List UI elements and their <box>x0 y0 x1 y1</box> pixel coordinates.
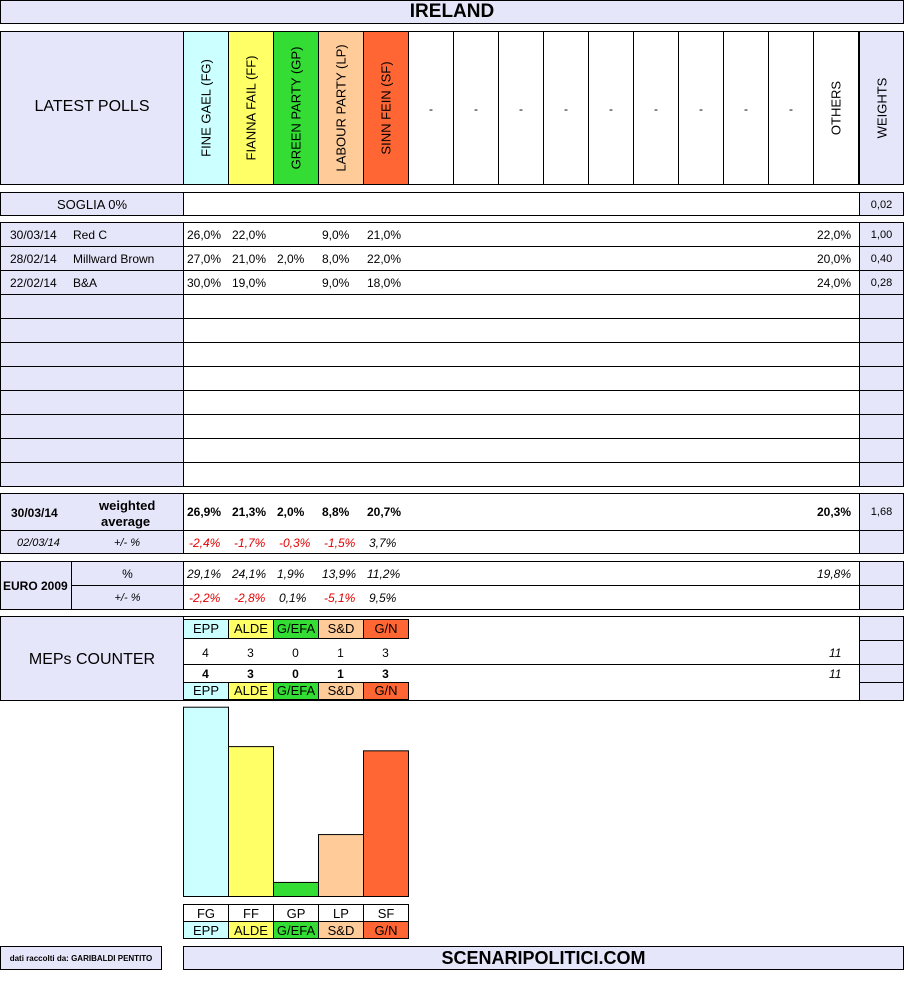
blank-header-label: - <box>789 102 793 116</box>
meps-weights-area <box>859 616 904 701</box>
footer-credit-cell <box>0 946 162 970</box>
poll-value: 9,0% <box>322 276 350 290</box>
euro2009-delta: 9,5% <box>369 591 397 605</box>
party-header-3 <box>318 31 364 185</box>
chart-group-label: EPP <box>183 921 229 939</box>
poll-value: 22,0% <box>367 252 402 266</box>
row-divider <box>0 270 904 271</box>
meps-row1-total: 11 <box>829 646 842 660</box>
poll-value: 21,0% <box>232 252 267 266</box>
row-divider <box>0 294 904 295</box>
meps-group-bottom: EPP <box>183 682 229 700</box>
meps-row1-value: 3 <box>382 646 389 660</box>
chart-group-label: S&D <box>318 921 364 939</box>
chart-category-label: GP <box>273 904 319 922</box>
weighted-value: 20,7% <box>367 505 402 519</box>
weighted-date: 30/03/14 <box>11 506 58 520</box>
meps-row2-value: 3 <box>247 667 254 681</box>
weighted-others: 20,3% <box>817 505 852 519</box>
poll-others: 22,0% <box>817 228 852 242</box>
poll-date: 30/03/14 <box>10 228 57 242</box>
weighted-delta: -0,3% <box>279 536 311 550</box>
meps-group-bottom: G/EFA <box>273 682 319 700</box>
euro2009-delta: -2,8% <box>234 591 266 605</box>
weighted-delta: -2,4% <box>189 536 221 550</box>
poll-value: 8,0% <box>322 252 350 266</box>
meps-row1-value: 4 <box>202 646 209 660</box>
meps-group-top: G/N <box>363 619 409 639</box>
poll-value: 21,0% <box>367 228 402 242</box>
blank-header-label: - <box>699 102 703 116</box>
weighted-value: 2,0% <box>277 505 305 519</box>
page-title: IRELAND <box>0 0 904 24</box>
bar-FG <box>184 707 229 896</box>
poll-value: 30,0% <box>187 276 222 290</box>
euro2009-value: 13,9% <box>322 567 357 581</box>
blank-header-2 <box>498 31 544 185</box>
soglia-weight: 0,02 <box>870 199 893 211</box>
poll-source: B&A <box>73 276 98 290</box>
weighted-label-line2: average <box>101 514 151 529</box>
blank-header-label: - <box>474 102 478 116</box>
poll-date: 22/02/14 <box>10 276 57 290</box>
weighted-label-cell <box>0 493 184 531</box>
bar-LP <box>319 835 364 897</box>
poll-weight: 0,28 <box>870 277 893 289</box>
weighted-weight: 1,68 <box>870 506 893 518</box>
meps-row2-value: 4 <box>202 667 209 681</box>
weighted-delta: -1,5% <box>324 536 356 550</box>
chart-category-label: FG <box>183 904 229 922</box>
poll-source: Red C <box>73 228 108 242</box>
blank-header-label: - <box>609 102 613 116</box>
weights-label: WEIGHTS <box>874 77 889 139</box>
euro2009-value: 29,1% <box>187 567 222 581</box>
footer-site: SCENARIPOLITICI.COM <box>441 948 646 968</box>
euro2009-label: EURO 2009 <box>3 579 68 593</box>
weighted-value: 21,3% <box>232 505 267 519</box>
party-header-0 <box>183 31 229 185</box>
soglia-weight-cell <box>859 192 904 216</box>
weighted-delta: -1,7% <box>234 536 266 550</box>
euro2009-delta: 0,1% <box>279 591 307 605</box>
delta-date: 02/03/14 <box>17 537 60 549</box>
meps-weight-divider <box>859 682 904 683</box>
meps-group-top: G/EFA <box>273 619 319 639</box>
party-header-2 <box>273 31 319 185</box>
row-divider <box>0 366 904 367</box>
party-header-label: LABOUR PARTY (LP) <box>333 44 349 172</box>
soglia-label: SOGLIA 0% <box>56 197 128 212</box>
euro2009-value: 11,2% <box>367 567 401 581</box>
row-divider <box>0 414 904 415</box>
euro2009-weight-cell-2 <box>859 585 904 610</box>
soglia-label-cell <box>0 192 184 216</box>
meps-group-bottom: G/N <box>363 682 409 700</box>
party-header-1 <box>228 31 274 185</box>
row-divider <box>0 462 904 463</box>
poll-value: 26,0% <box>187 228 222 242</box>
row-divider <box>0 390 904 391</box>
chart-group-label: G/N <box>363 921 409 939</box>
row-divider <box>0 318 904 319</box>
weighted-weight-cell <box>859 493 904 531</box>
blank-header-label: - <box>429 102 433 116</box>
seats-bar-chart <box>0 700 908 900</box>
meps-group-bottom: S&D <box>318 682 364 700</box>
blank-header-4 <box>588 31 634 185</box>
bar-GP <box>274 882 319 896</box>
row-divider <box>0 438 904 439</box>
meps-row2-value: 1 <box>337 667 344 681</box>
chart-category-label: LP <box>318 904 364 922</box>
others-header <box>813 31 859 185</box>
party-header-label: GREEN PARTY (GP) <box>288 46 304 170</box>
blank-header-6 <box>678 31 724 185</box>
blank-header-8 <box>768 31 814 185</box>
others-label: OTHERS <box>828 80 844 136</box>
euro2009-label-cell <box>0 561 72 610</box>
row-divider <box>0 246 904 247</box>
weighted-delta: 3,7% <box>369 536 397 550</box>
row-divider <box>0 342 904 343</box>
blank-header-3 <box>543 31 589 185</box>
bar-FF <box>229 747 274 897</box>
euro2009-weight-cell <box>859 561 904 586</box>
meps-row1-value: 0 <box>292 646 299 660</box>
poll-value: 18,0% <box>367 276 402 290</box>
meps-label-cell <box>0 616 184 701</box>
euro2009-delta: -2,2% <box>189 591 221 605</box>
euro2009-value: 1,9% <box>277 567 305 581</box>
weights-header <box>859 31 904 185</box>
delta-label-cell <box>0 530 184 554</box>
euro2009-delta: -5,1% <box>324 591 356 605</box>
meps-row-divider <box>183 664 860 665</box>
euro2009-pct-label: % <box>122 567 133 581</box>
euro2009-delta-label-cell <box>71 585 184 610</box>
chart-group-label: ALDE <box>228 921 274 939</box>
poll-others: 20,0% <box>817 252 852 266</box>
poll-date: 28/02/14 <box>10 252 57 266</box>
bar-SF <box>364 751 409 897</box>
poll-source: Millward Brown <box>73 252 155 266</box>
euro2009-others: 19,8% <box>817 567 852 581</box>
blank-header-1 <box>453 31 499 185</box>
meps-row1-value: 3 <box>247 646 254 660</box>
weighted-value: 8,8% <box>322 505 350 519</box>
party-header-4 <box>363 31 409 185</box>
chart-group-label: G/EFA <box>273 921 319 939</box>
poll-others: 24,0% <box>817 276 852 290</box>
latest-polls-label: LATEST POLLS <box>34 98 150 115</box>
blank-header-0 <box>408 31 454 185</box>
blank-header-label: - <box>654 102 658 116</box>
poll-weight: 0,40 <box>870 253 893 265</box>
latest-polls-header <box>0 31 184 185</box>
delta-weight-cell <box>859 530 904 554</box>
blank-header-label: - <box>564 102 568 116</box>
blank-header-label: - <box>519 102 523 116</box>
meps-group-top: EPP <box>183 619 229 639</box>
poll-value: 19,0% <box>232 276 267 290</box>
meps-group-top: ALDE <box>228 619 274 639</box>
meps-group-top: S&D <box>318 619 364 639</box>
delta-label: +/- % <box>114 537 140 549</box>
poll-value: 22,0% <box>232 228 267 242</box>
poll-value: 9,0% <box>322 228 350 242</box>
blank-header-7 <box>723 31 769 185</box>
chart-category-label: FF <box>228 904 274 922</box>
blank-header-5 <box>633 31 679 185</box>
party-header-label: SINN FEIN (SF) <box>378 61 394 155</box>
euro2009-value: 24,1% <box>232 567 267 581</box>
meps-row1-value: 1 <box>337 646 344 660</box>
party-header-label: FINE GAEL (FG) <box>198 59 214 157</box>
meps-row2-value: 0 <box>292 667 299 681</box>
blank-header-label: - <box>744 102 748 116</box>
meps-weight-divider <box>859 640 904 641</box>
footer-site-cell <box>183 946 904 970</box>
euro2009-delta-label: +/- % <box>114 592 141 604</box>
party-header-label: FIANNA FAIL (FF) <box>243 55 259 161</box>
poll-value: 2,0% <box>277 252 305 266</box>
meps-row2-value: 3 <box>382 667 389 681</box>
soglia-values-cell <box>183 192 860 216</box>
weighted-label-line1: weighted <box>99 498 156 513</box>
footer-credit: dati raccolti da: GARIBALDI PENTITO <box>9 954 153 963</box>
meps-group-bottom: ALDE <box>228 682 274 700</box>
poll-weight: 1,00 <box>870 229 893 241</box>
meps-label: MEPs COUNTER <box>28 651 156 668</box>
euro2009-pct-cell <box>71 561 184 586</box>
meps-row2-total: 11 <box>829 667 842 681</box>
chart-category-label: SF <box>363 904 409 922</box>
poll-value: 27,0% <box>187 252 222 266</box>
meps-weight-divider <box>859 664 904 665</box>
weighted-value: 26,9% <box>187 505 222 519</box>
